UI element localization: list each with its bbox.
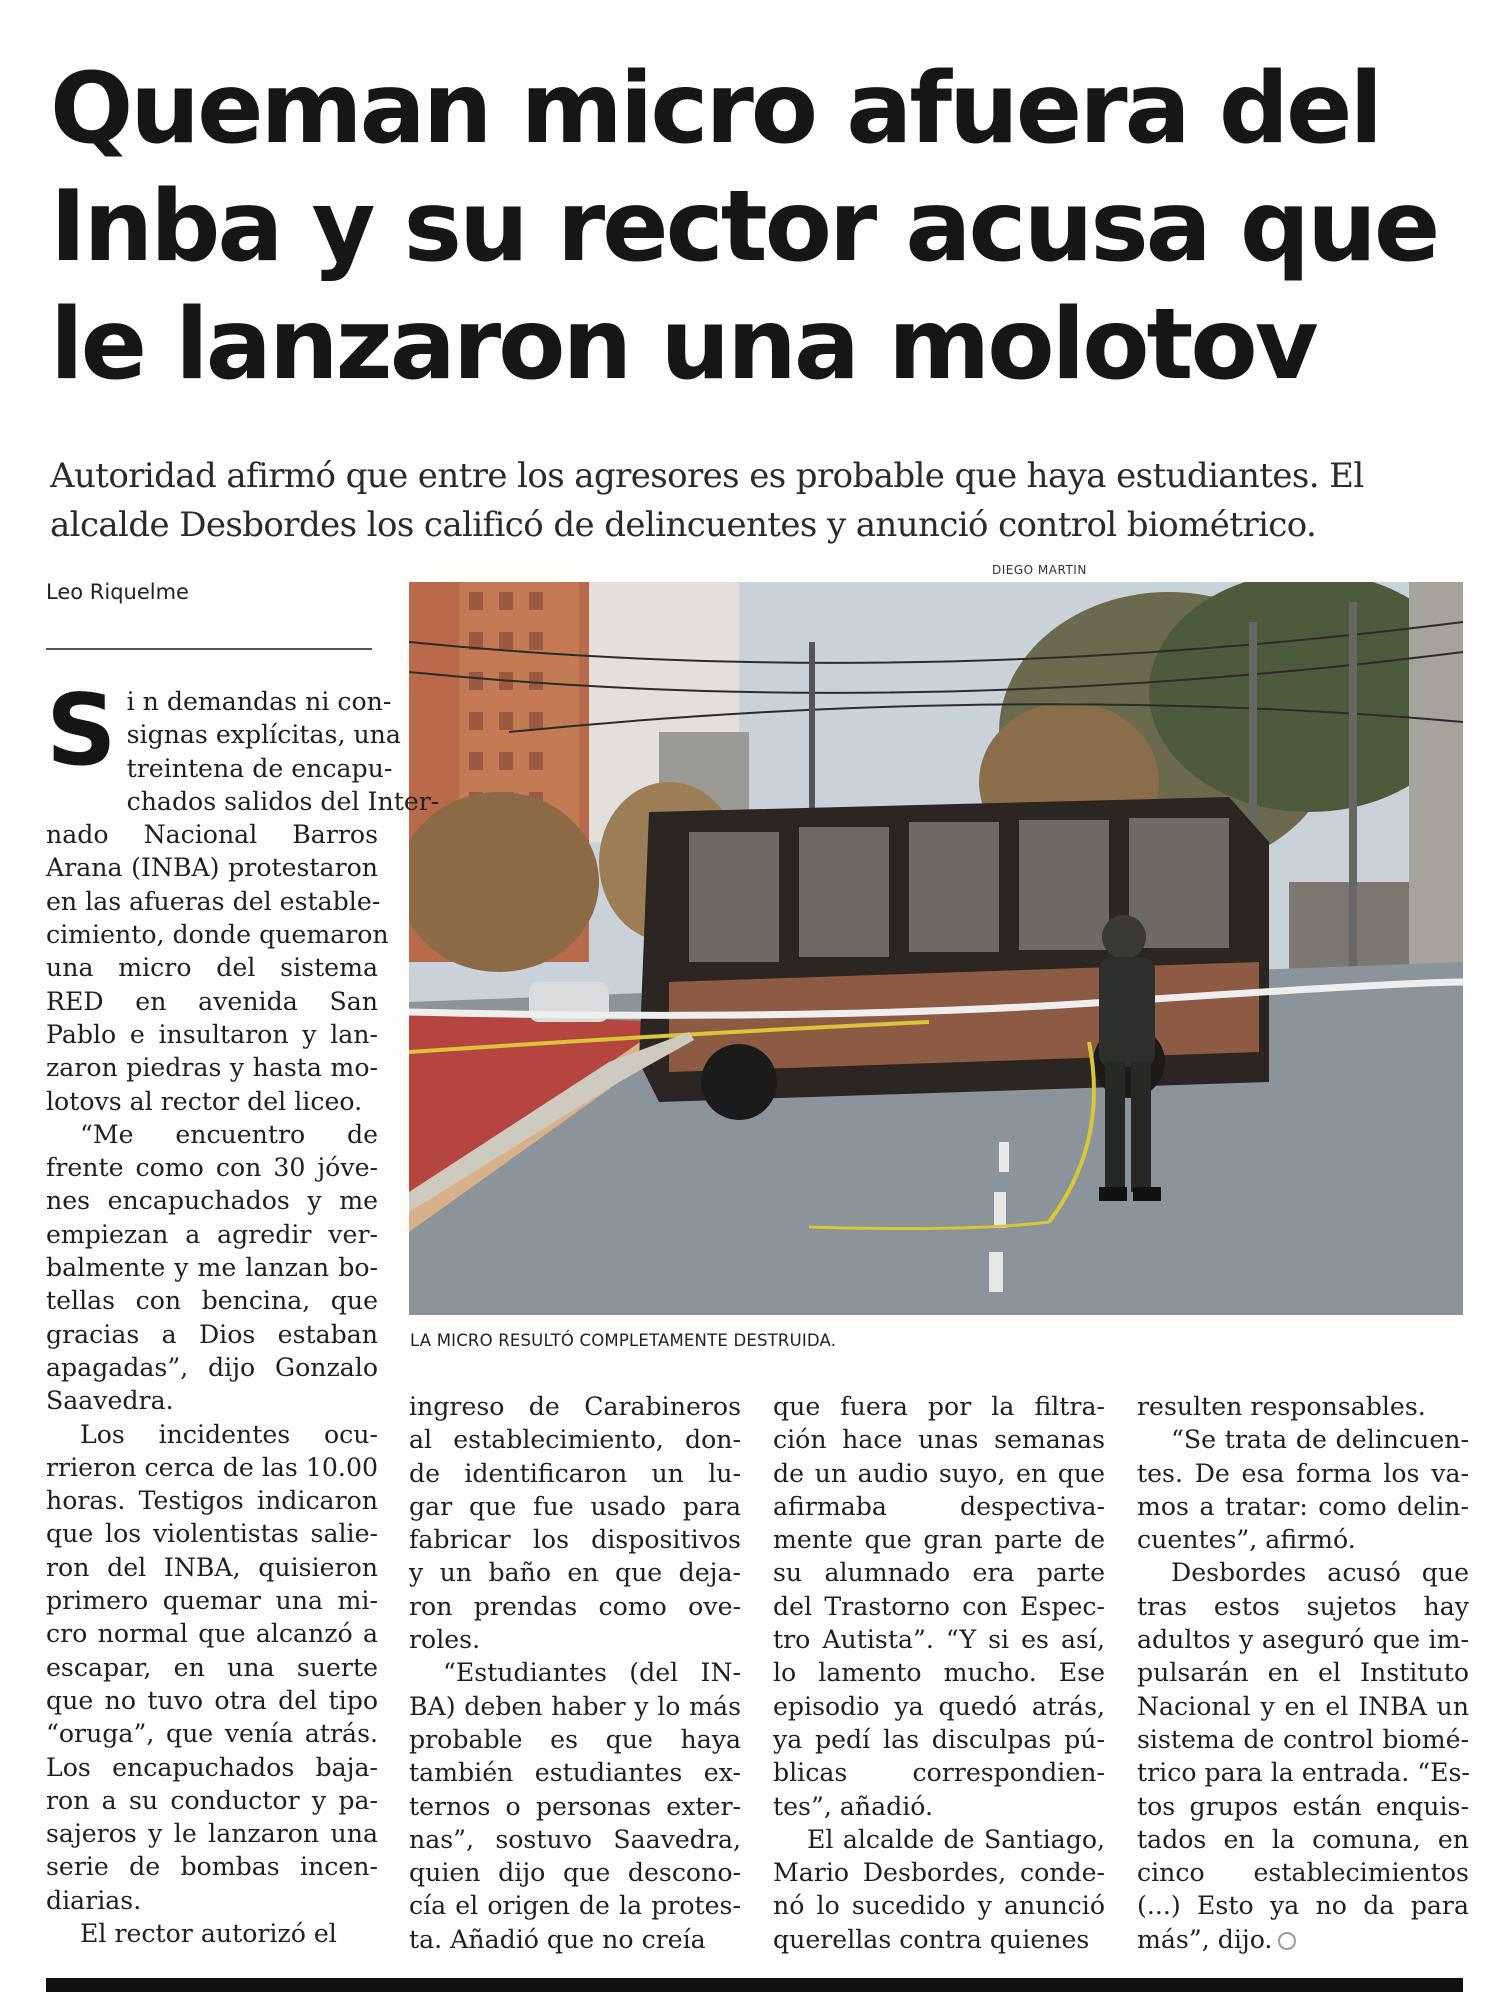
intro-line: treintena de encapu- xyxy=(126,753,393,783)
subheadline-line-2: alcalde Desbordes los calificó de delincuentes y anunció control biométrico. xyxy=(50,505,1317,545)
text-line: Los encapuchados baja- xyxy=(46,1752,378,1782)
text-line: Los incidentes ocu- xyxy=(80,1419,378,1449)
text-line: El rector autorizó el xyxy=(80,1918,337,1948)
intro-line: i n demandas ni con- xyxy=(126,687,392,716)
text-line: tro Autista”. “Y si es así, xyxy=(773,1625,1105,1655)
byline-divider xyxy=(46,648,372,650)
text-line: ron prendas como ove- xyxy=(409,1591,741,1621)
text-line: tos grupos están enquis- xyxy=(1137,1791,1469,1821)
text-line: querellas contra quienes xyxy=(773,1924,1090,1954)
text-line: ción hace unas semanas xyxy=(773,1425,1105,1455)
text-line: sajeros y le lanzaron una xyxy=(46,1819,378,1849)
page-bottom-bar xyxy=(46,1978,1463,1992)
text-line: mos a tratar: como delin- xyxy=(1137,1491,1469,1521)
text-line: cro normal que alcanzó a xyxy=(46,1619,378,1649)
subheadline xyxy=(50,452,1470,550)
text-line: lotovs al rector del liceo. xyxy=(46,1086,363,1116)
text-line: probable es que haya xyxy=(409,1724,741,1754)
text-line: primero quemar una mi- xyxy=(46,1586,378,1616)
text-line: tras estos sujetos hay xyxy=(1137,1591,1469,1621)
text-line: ta. Añadió que no creía xyxy=(409,1924,706,1954)
text-line: episodio ya quedó atrás, xyxy=(773,1691,1105,1721)
text-line: que no tuvo otra del tipo xyxy=(46,1685,378,1715)
text-line: RED en avenida San xyxy=(46,986,378,1016)
headline-line-1: Queman micro afuera del xyxy=(50,52,1381,166)
subheadline-line-1: Autoridad afirmó que entre los agresores es probable que haya estudiantes. El xyxy=(50,456,1364,496)
text-line: su alumnado era parte xyxy=(773,1558,1105,1588)
text-line: “Estudiantes (del IN- xyxy=(443,1658,741,1688)
text-line: balmente y me lanzan bo- xyxy=(46,1253,378,1283)
text-line: “oruga”, que venía atrás. xyxy=(46,1719,378,1749)
photo-credit: DIEGO MARTIN xyxy=(992,563,1087,577)
text-line: quien dijo que descono- xyxy=(409,1858,741,1888)
text-line: del Trastorno con Espec- xyxy=(773,1591,1105,1621)
text-line: nas”, sostuvo Saavedra, xyxy=(409,1824,741,1854)
text-line: lo lamento mucho. Ese xyxy=(773,1658,1105,1688)
article-column-4 xyxy=(1137,1390,1469,1956)
byline: Leo Riquelme xyxy=(46,580,189,604)
text-line: de un audio suyo, en que xyxy=(773,1458,1105,1488)
text-line: cinco establecimientos xyxy=(1137,1858,1469,1888)
text-line: empiezan a agredir ver- xyxy=(46,1219,378,1249)
text-line: El alcalde de Santiago, xyxy=(807,1824,1105,1854)
text-line: cimiento, donde quemaron xyxy=(46,920,389,950)
text-line: BA) deben haber y lo más xyxy=(409,1691,741,1721)
text-line: cuentes”, afirmó. xyxy=(1137,1525,1356,1555)
text-line: nado Nacional Barros xyxy=(46,820,378,850)
text-line: nes encapuchados y me xyxy=(46,1186,378,1216)
text-line: que fuera por la filtra- xyxy=(773,1392,1105,1421)
text-line: también estudiantes ex- xyxy=(409,1758,741,1788)
text-line: Arana (INBA) protestaron xyxy=(46,853,378,883)
column-1-intro xyxy=(46,674,401,788)
text-line: en las afueras del estable- xyxy=(46,886,381,916)
article-column-1 xyxy=(46,674,440,1950)
headline-line-2: Inba y su rector acusa que xyxy=(50,170,1438,284)
text-line: tes”, añadió. xyxy=(773,1791,934,1821)
text-line: sistema de control biomé- xyxy=(1137,1724,1469,1754)
text-line: escapar, en una suerte xyxy=(46,1652,378,1682)
text-line: zaron piedras y hasta mo- xyxy=(46,1053,378,1083)
headline xyxy=(50,50,1470,404)
text-line: gracias a Dios estaban xyxy=(46,1319,378,1349)
text-line: de identificaron un lu- xyxy=(409,1458,741,1488)
text-line: chados salidos del Inter- xyxy=(126,786,440,816)
text-line: y un baño en que deja- xyxy=(409,1558,741,1588)
text-line: adultos y aseguró que im- xyxy=(1137,1625,1469,1655)
text-line: resulten responsables. xyxy=(1137,1392,1426,1421)
text-line: Pablo e insultaron y lan- xyxy=(46,1019,378,1049)
text-line: tados en la comuna, en xyxy=(1137,1824,1469,1854)
text-line: ron a su conductor y pa- xyxy=(46,1785,378,1815)
text-line: una micro del sistema xyxy=(46,953,378,983)
text-line: ingreso de Carabineros xyxy=(409,1392,741,1421)
article-column-3 xyxy=(773,1390,1105,1956)
photo-illustration xyxy=(409,582,1463,1315)
text-line: cía el origen de la protes- xyxy=(409,1891,741,1921)
text-line: trico para la entrada. “Es- xyxy=(1137,1758,1470,1788)
article-end-icon xyxy=(1278,1932,1296,1950)
text-line: frente como con 30 jóve- xyxy=(46,1153,378,1183)
photo-caption: LA MICRO RESULTÓ COMPLETAMENTE DESTRUIDA. xyxy=(410,1331,837,1350)
text-line: ya pedí las disculpas pú- xyxy=(773,1724,1105,1754)
news-photo-burned-bus xyxy=(409,582,1463,1315)
column-1-text xyxy=(46,785,440,1950)
intro-line: signas explícitas, una xyxy=(126,720,401,750)
text-line: “Se trata de delincuen- xyxy=(1171,1425,1469,1455)
text-line: rrieron cerca de las 10.00 xyxy=(46,1452,378,1482)
text-line: tes. De esa forma los va- xyxy=(1137,1458,1469,1488)
text-line: fabricar los dispositivos xyxy=(409,1525,741,1555)
text-line: blicas correspondien- xyxy=(773,1758,1105,1788)
text-line: serie de bombas incen- xyxy=(46,1852,378,1882)
text-line: Mario Desbordes, conde- xyxy=(773,1858,1105,1888)
text-line: ron del INBA, quisieron xyxy=(46,1552,378,1582)
text-line: diarias. xyxy=(46,1885,142,1915)
text-line: pulsarán en el Instituto xyxy=(1137,1658,1469,1688)
text-line: que los violentistas salie- xyxy=(46,1519,378,1549)
text-line: gar que fue usado para xyxy=(409,1491,741,1521)
text-line: Nacional y en el INBA un xyxy=(1137,1691,1469,1721)
text-line: al establecimiento, don- xyxy=(409,1425,741,1455)
text-line: roles. xyxy=(409,1625,481,1655)
article-column-2 xyxy=(409,1390,741,1956)
text-line: nó lo sucedido y anunció xyxy=(773,1891,1105,1921)
text-line: (...) Esto ya no da para xyxy=(1137,1891,1469,1921)
text-line: tellas con bencina, que xyxy=(46,1286,378,1316)
text-line: más”, dijo. xyxy=(1137,1923,1469,1956)
text-line: “Me encuentro de xyxy=(80,1119,378,1149)
text-line: afirmaba despectiva- xyxy=(773,1491,1105,1521)
text-line: apagadas”, dijo Gonzalo xyxy=(46,1352,378,1382)
text-line: mente que gran parte de xyxy=(773,1525,1105,1555)
text-line: Desbordes acusó que xyxy=(1171,1558,1469,1588)
drop-cap: S xyxy=(46,674,117,788)
text-line: horas. Testigos indicaron xyxy=(46,1486,378,1516)
headline-line-3: le lanzaron una molotov xyxy=(50,288,1316,402)
text-line: ternos o personas exter- xyxy=(409,1791,741,1821)
text-line: Saavedra. xyxy=(46,1386,174,1416)
